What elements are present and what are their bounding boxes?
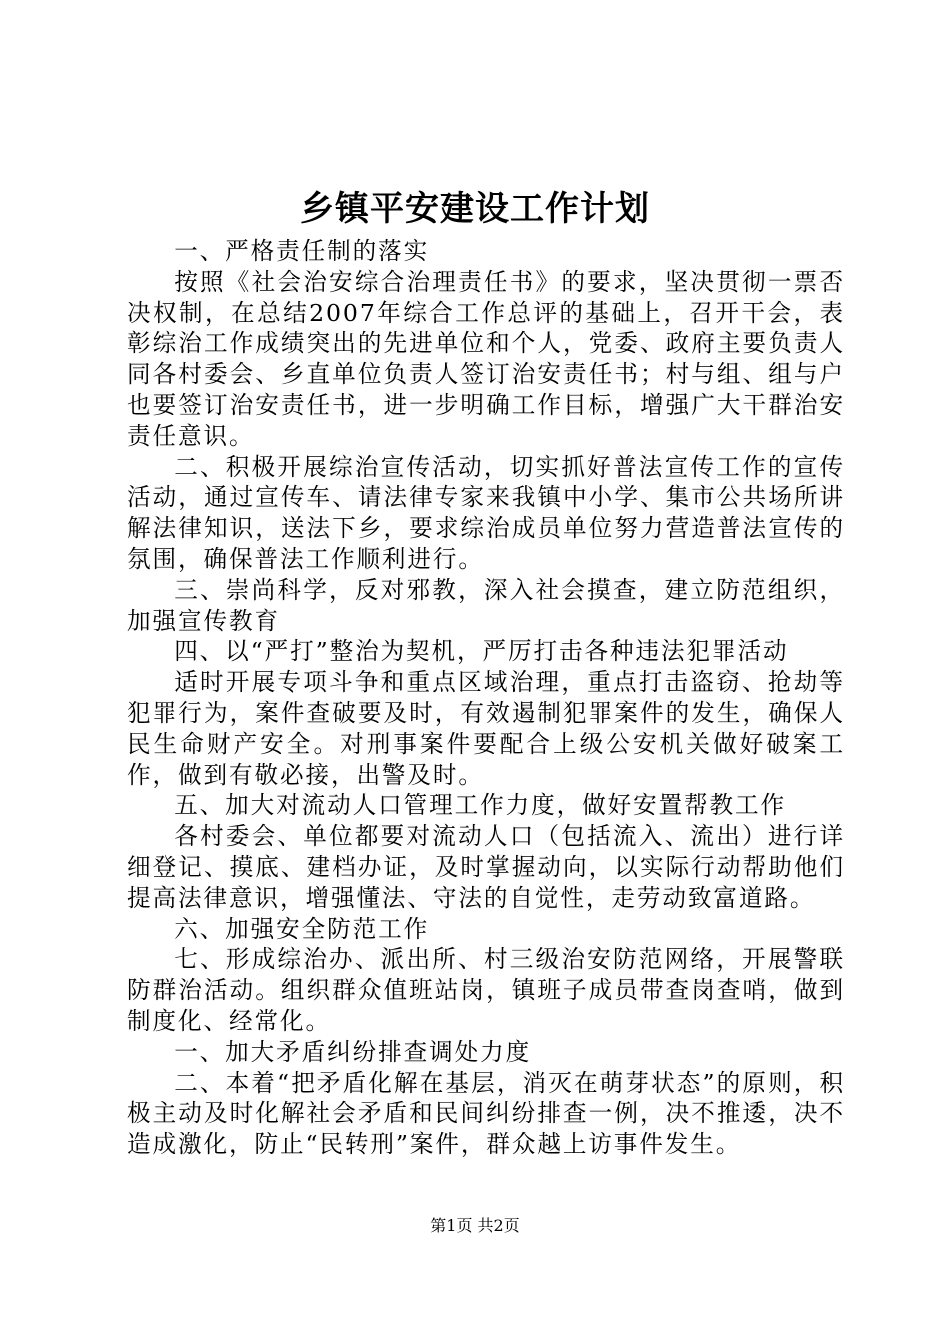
body-paragraph: 七、形成综治办、派出所、村三级治安防范网络，开展警联防群治活动。组织群众值班站岗，镇班子成员带查岗查哨，做到制度化、经常化。 xyxy=(127,945,845,1035)
section-heading: 五、加大对流动人口管理工作力度，做好安置帮教工作 xyxy=(174,791,787,820)
body-paragraph: 二、本着“把矛盾化解在基层，消灭在萌芽状态”的原则，积极主动及时化解社会矛盾和民间纠纷排查一例，决不推逶，决不造成激化，防止“民转刑”案件，群众越上访事件发生。 xyxy=(127,1068,845,1159)
body-paragraph: 各村委会、单位都要对流动人口（包括流入、流出）进行详细登记、摸底、建档办证，及时掌握动向，以实际行动帮助他们提高法律意识，增强懂法、守法的自觉性，走劳动致富道路。 xyxy=(127,822,845,912)
section-heading: 一、加大矛盾纠纷排查调处力度 xyxy=(174,1037,532,1066)
page-footer: 第1页 共2页 xyxy=(430,1216,520,1235)
body-paragraph: 适时开展专项斗争和重点区域治理，重点打击盗窃、抢劫等犯罪行为，案件查破要及时，有效遏制犯罪案件的发生，确保人民生命财产安全。对刑事案件要配合上级公安机关做好破案工作，做到有敬必接，出警及时。 xyxy=(127,668,845,789)
body-paragraph: 三、崇尚科学，反对邪教，深入社会摸查，建立防范组织，加强宣传教育 xyxy=(127,575,845,635)
body-paragraph: 按照《社会治安综合治理责任书》的要求，坚决贯彻一票否决权制，在总结2007年综合工作总评的基础上，召开干会，表彰综治工作成绩突出的先进单位和个人，党委、政府主要负责人同各村委会、乡直单位负责人签订治安责任书；村与组、组与户也要签订治安责任书，进一步明确工作目标，增强广大干群治安责任意识。 xyxy=(127,267,845,450)
section-heading: 六、加强安全防范工作 xyxy=(174,914,430,943)
section-heading: 一、严格责任制的落实 xyxy=(174,237,430,265)
document-body xyxy=(127,236,845,1160)
section-heading: 四、以“严打”整治为契机，严厉打击各种违法犯罪活动 xyxy=(174,637,789,666)
body-paragraph: 二、积极开展综治宣传活动，切实抓好普法宣传工作的宣传活动，通过宣传车、请法律专家来我镇中小学、集市公共场所讲解法律知识，送法下乡，要求综治成员单位努力营造普法宣传的氛围，确保普法工作顺利进行。 xyxy=(127,452,845,573)
document-title: 乡镇平安建设工作计划 xyxy=(300,189,650,229)
